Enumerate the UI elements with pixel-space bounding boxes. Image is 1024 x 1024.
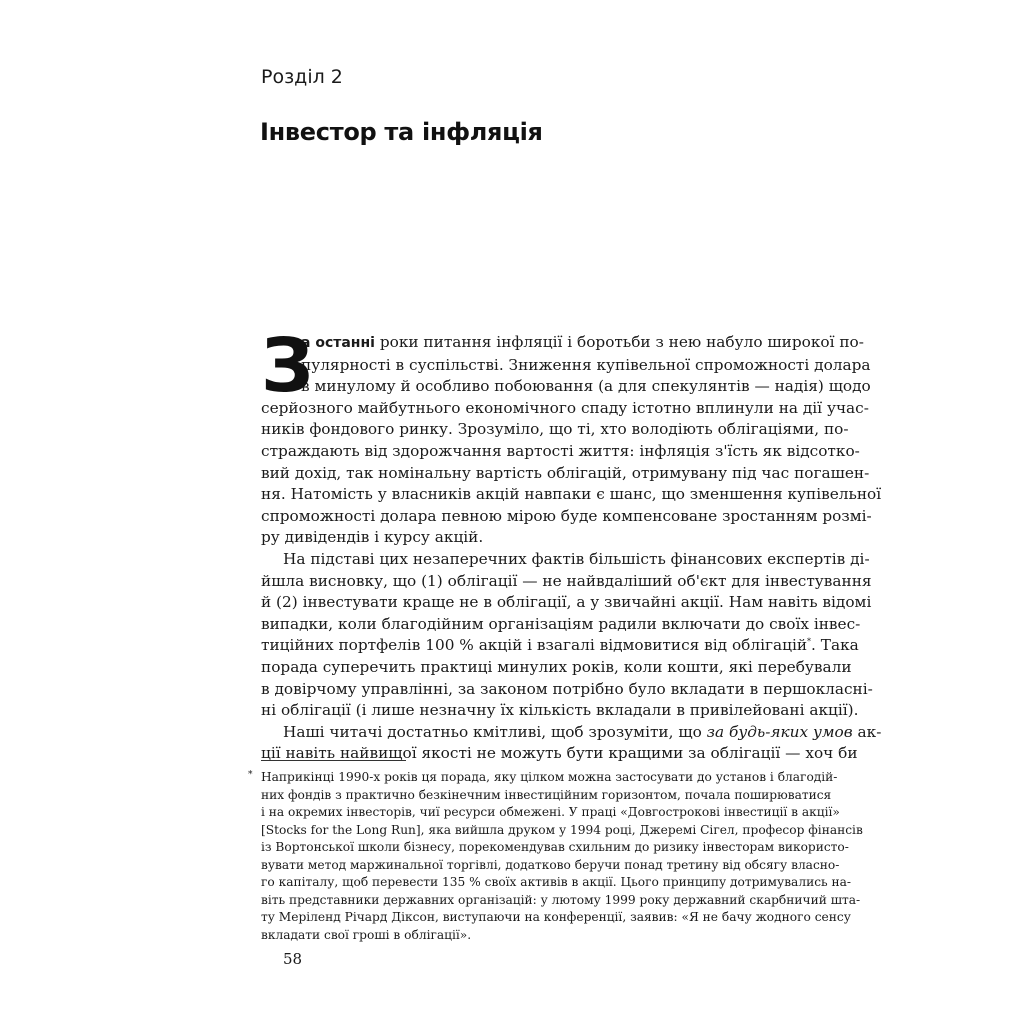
footnote-marker: * bbox=[248, 770, 253, 780]
footnote-line: віть представники державних організацій: у лютому 1999 року державний скарбничий шта- bbox=[261, 892, 861, 907]
paragraph-3 bbox=[261, 722, 882, 765]
footnote-line: ту Меріленд Річард Діксон, виступаючи на конференції, заявив: «Я не бачу жодного сенсу bbox=[261, 910, 851, 924]
text-line: а останні роки питання інфляції і боротьби з нею набуло широкої по- bbox=[301, 333, 864, 351]
text-line: вий дохід, так номінальну вартість облігацій, отримувану під час погашен- bbox=[261, 463, 870, 482]
chapter-label: Розділ 2 bbox=[261, 66, 343, 88]
lead-in: а останні bbox=[301, 335, 375, 351]
footnote-line: вувати метод маржинальної торгівлі, додатково беручи понад третину від обсягу власно- bbox=[261, 857, 840, 872]
footnote bbox=[248, 769, 863, 944]
footnote-line: і на окремих інвесторів, чиї ресурси обмежені. У праці «Довгострокові інвестиції в акції» bbox=[261, 805, 840, 819]
body-text bbox=[261, 323, 882, 765]
chapter-title: Інвестор та інфляція bbox=[260, 118, 543, 146]
text-line: порада суперечить практиці минулих років, коли кошти, які перебували bbox=[261, 657, 852, 676]
text-line: в минулому й особливо побоювання (а для спекулянтів — надія) щодо bbox=[301, 377, 871, 396]
drop-cap: З bbox=[261, 323, 314, 409]
text-line: пулярності в суспільстві. Зниження купівельної спроможності долара bbox=[301, 355, 871, 374]
text-line: ції навіть найвищої якості не можуть бути кращими за облігації — хоч би bbox=[261, 744, 858, 763]
text-line: спроможності долара певною мірою буде компенсоване зростанням розмі- bbox=[261, 506, 872, 525]
text-line: Наші читачі достатньо кмітливі, щоб зрозуміти, що за будь-яких умов ак- bbox=[283, 722, 882, 741]
footnote-line: [Stocks for the Long Run], яка вийшла друком у 1994 році, Джеремі Сігел, професор фінансів bbox=[261, 822, 863, 837]
footnote-line: із Вортонської школи бізнесу, порекомендував схильним до ризику інвесторам використо- bbox=[261, 840, 849, 854]
text-line: На підставі цих незаперечних фактів більшість фінансових експертів ді- bbox=[283, 549, 870, 568]
paragraph-1 bbox=[261, 323, 882, 549]
text-line: випадки, коли благодійним організаціям радили включати до своїх інвес- bbox=[261, 614, 861, 633]
page-number: 58 bbox=[283, 950, 303, 968]
text-line: ру дивідендів і курсу акцій. bbox=[261, 528, 484, 547]
text-line: ня. Натомість у власників акцій навпаки є шанс, що зменшення купівельної bbox=[261, 485, 882, 504]
text-line: й (2) інвестувати краще не в облігації, а у звичайні акції. Нам навіть відомі bbox=[261, 593, 872, 612]
text-line: ні облігації (і лише незначну їх кількість вкладали в привілейовані акції). bbox=[261, 701, 859, 720]
text-line: тиційних портфелів 100 % акцій і взагалі відмовитися від облігацій*. Така bbox=[261, 636, 859, 655]
emphasis: за будь-яких умов bbox=[706, 722, 853, 741]
paragraph-2 bbox=[261, 549, 873, 722]
footnote-line: го капіталу, щоб перевести 135 % своїх активів в акції. Цього принципу дотримувались на- bbox=[261, 875, 852, 889]
footnote-line: вкладати свої гроші в облігації». bbox=[261, 927, 472, 942]
text-line: йшла висновку, що (1) облігації — не найвдаліший об'єкт для інвестування bbox=[261, 571, 872, 590]
footnote-line: Наприкінці 1990-х років ця порада, яку цілком можна застосувати до установ і благодій- bbox=[261, 770, 838, 784]
text-line: в довірчому управлінні, за законом потрібно було вкладати в першокласні- bbox=[261, 679, 873, 698]
footnote-line: них фондів з практично безкінечним інвестиційним горизонтом, почала поширюватися bbox=[261, 787, 832, 802]
footnote-reference[interactable]: * bbox=[807, 637, 812, 647]
text-line: страждають від здорожчання вартості життя: інфляція з'їсть як відсотко- bbox=[261, 441, 860, 460]
text-line: серйозного майбутнього економічного спаду істотно вплинули на дії учас- bbox=[261, 398, 869, 417]
footnote-divider bbox=[261, 760, 406, 761]
text-line: ників фондового ринку. Зрозуміло, що ті, хто володіють облігаціями, по- bbox=[261, 420, 849, 439]
